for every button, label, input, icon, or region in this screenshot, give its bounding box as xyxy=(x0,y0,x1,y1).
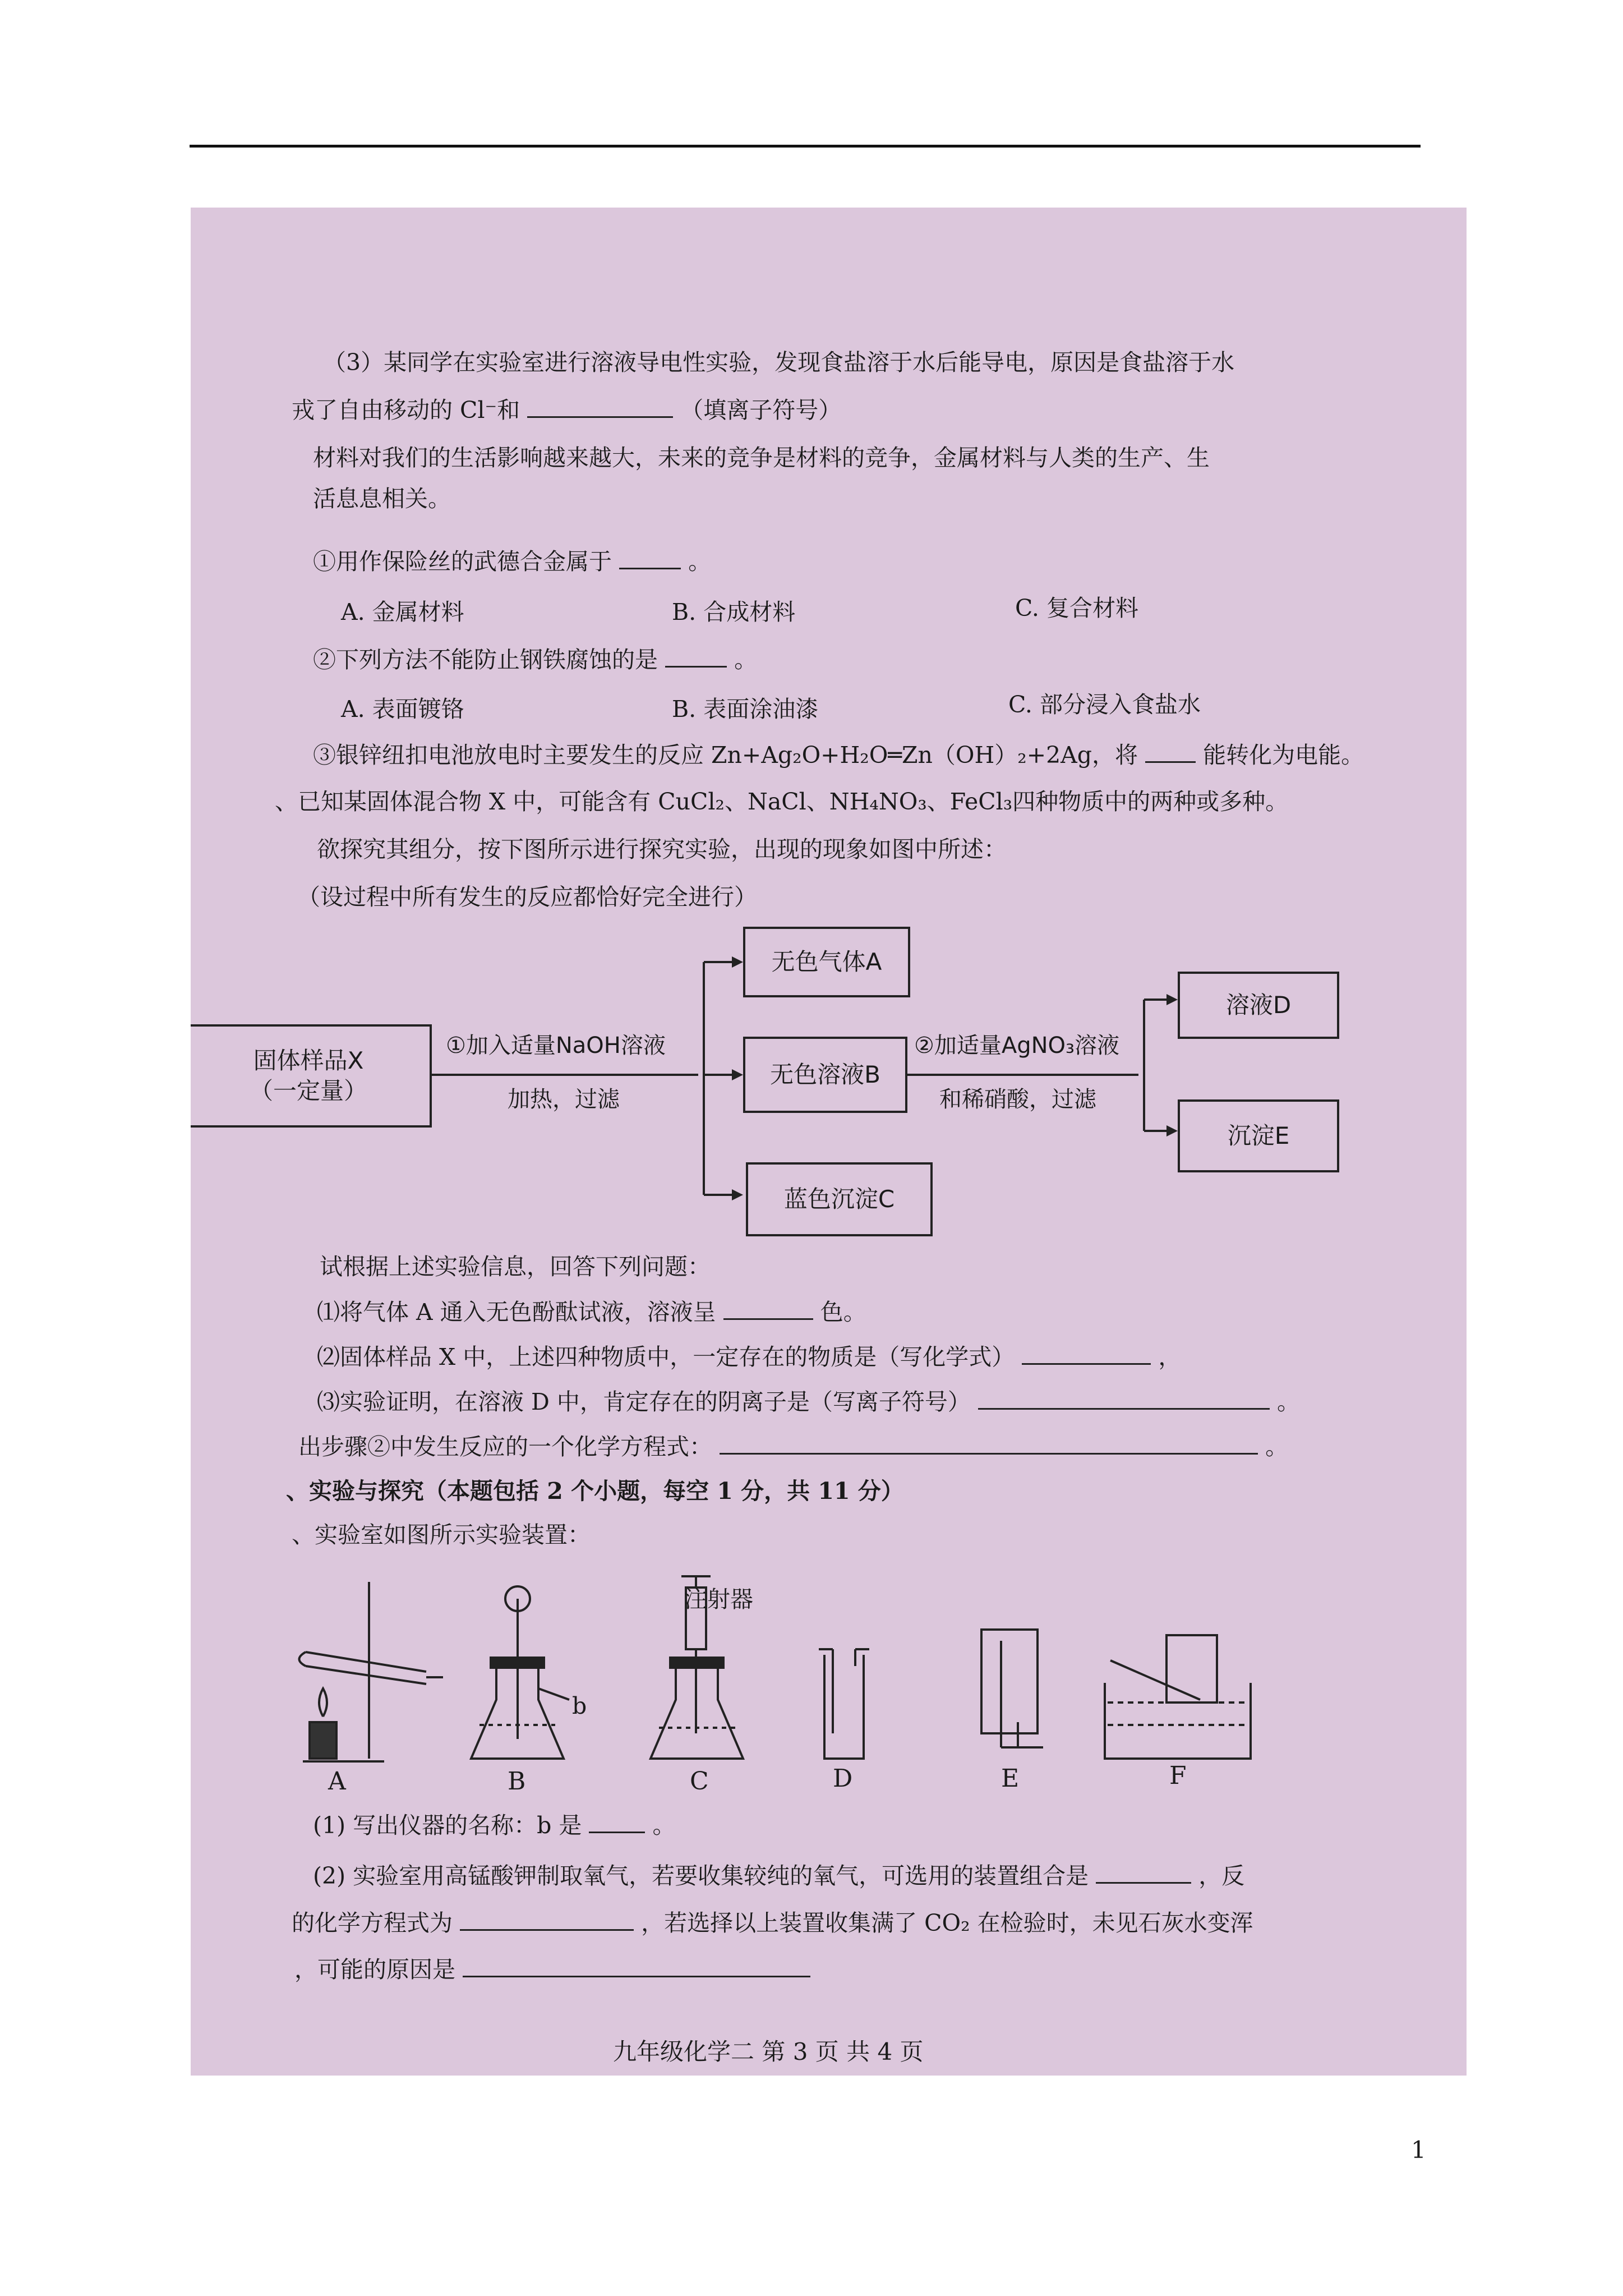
lab-question-2-reason: ，可能的原因是 xyxy=(294,1955,810,1984)
syringe-label: 注射器 xyxy=(684,1586,753,1613)
sub-question-4: 出步骤②中发生反应的一个化学方程式： 。 xyxy=(298,1433,1289,1460)
apparatus-a xyxy=(299,1582,444,1761)
answer-blank xyxy=(589,1811,645,1833)
apparatus-b xyxy=(471,1586,569,1759)
option-2a: A. 表面镀铬 xyxy=(341,696,464,723)
answer-prompt: 试根据上述实验信息，回答下列问题： xyxy=(320,1253,711,1280)
flow-step1-label: ①加入适量NaOH溶液 xyxy=(446,1033,666,1059)
lab-question-1: (1) 写出仪器的名称：b 是 。 xyxy=(313,1812,676,1839)
mixture-question-note: （设过程中所有发生的反应都恰好完全进行） xyxy=(297,884,757,910)
flask-b-mark: b xyxy=(572,1692,587,1719)
mixture-question-cont: 欲探究其组分，按下图所示进行探究实验，出现的现象如图中所述： xyxy=(317,836,1007,863)
flow-precipitate-c: 蓝色沉淀C xyxy=(746,1162,933,1236)
scanned-page-footer: 九年级化学二 第 3 页 共 4 页 xyxy=(613,2038,924,2065)
apparatus-label-c: C xyxy=(690,1767,709,1796)
scanned-exam-page xyxy=(191,208,1467,2076)
apparatus-label-f: F xyxy=(1169,1761,1187,1790)
lab-question-2: (2) 实验室用高锰酸钾制取氧气，若要收集较纯的氧气，可选用的装置组合是 ，反 xyxy=(313,1862,1245,1889)
answer-blank xyxy=(1096,1862,1191,1884)
lab-apparatus-intro: 、实验室如图所示实验装置： xyxy=(292,1521,591,1548)
option-1a: A. 金属材料 xyxy=(341,599,464,625)
flow-solution-d: 溶液D xyxy=(1178,972,1339,1039)
apparatus-f xyxy=(1105,1635,1251,1759)
option-1c: C. 复合材料 xyxy=(1015,595,1138,622)
question-3-cont: 戎了自由移动的 Cl⁻和 （填离子符号） xyxy=(292,397,842,424)
apparatus-label-d: D xyxy=(833,1764,853,1793)
sub-question-1: ⑴将气体 A 通入无色酚酞试液，溶液呈 色。 xyxy=(317,1299,866,1326)
apparatus-e xyxy=(981,1630,1043,1747)
sub-question-2: ⑵固体样品 X 中，上述四种物质中，一定存在的物质是（写化学式） ， xyxy=(317,1343,1182,1370)
flow-precipitate-e: 沉淀E xyxy=(1178,1099,1339,1172)
answer-blank xyxy=(460,1909,634,1931)
header-rule xyxy=(190,145,1421,148)
page-number: 1 xyxy=(1411,2136,1426,2164)
flow-step2-condition: 和稀硝酸，过滤 xyxy=(939,1087,1096,1112)
apparatus-label-b: B xyxy=(508,1767,526,1796)
item-1: ①用作保险丝的武德合金属于 。 xyxy=(313,548,712,575)
flow-step1-condition: 加热，过滤 xyxy=(508,1087,620,1112)
flow-step2-label: ②加适量AgNO₃溶液 xyxy=(914,1033,1120,1059)
option-2c: C. 部分浸入食盐水 xyxy=(1008,691,1201,718)
sub-question-3: ⑶实验证明，在溶液 D 中，肯定存在的阴离子是（写离子符号） 。 xyxy=(317,1388,1301,1415)
flow-solution-b: 无色溶液B xyxy=(743,1037,907,1113)
option-1b: B. 合成材料 xyxy=(672,599,796,625)
apparatus-label-a: A xyxy=(328,1767,346,1796)
item-2: ②下列方法不能防止钢铁腐蚀的是 。 xyxy=(313,646,758,673)
flow-gas-a: 无色气体A xyxy=(743,927,910,997)
item-3: ③银锌纽扣电池放电时主要发生的反应 Zn+Ag₂O+H₂O═Zn（OH）₂+2Ag，将 能转化为电能。 xyxy=(313,742,1364,769)
lab-question-2-cont: 的化学方程式为 ，若选择以上装置收集满了 CO₂ 在检验时，未见石灰水变浑 xyxy=(292,1910,1253,1936)
flow-start-sample-x: 固体样品X （一定量） xyxy=(191,1024,432,1128)
apparatus-d xyxy=(819,1649,869,1759)
lab-apparatus-figure xyxy=(191,208,1467,2076)
section-heading: 、实验与探究（本题包括 2 个小题，每空 1 分，共 11 分） xyxy=(286,1478,904,1504)
materials-intro: 材料对我们的生活影响越来越大，未来的竞争是材料的竞争，金属材料与人类的生产、生 xyxy=(313,444,1210,471)
question-3: （3）某同学在实验室进行溶液导电性实验，发现食盐溶于水后能导电，原因是食盐溶于水 xyxy=(323,349,1235,376)
apparatus-label-e: E xyxy=(1001,1764,1020,1793)
option-2b: B. 表面涂油漆 xyxy=(672,696,819,723)
mixture-question: 、已知某固体混合物 X 中，可能含有 CuCl₂、NaCl、NH₄NO₃、FeCl₃四种物质中的两种或多种。 xyxy=(275,788,1289,815)
materials-intro-cont: 活息息相关。 xyxy=(313,485,451,512)
answer-blank xyxy=(463,1955,810,1977)
